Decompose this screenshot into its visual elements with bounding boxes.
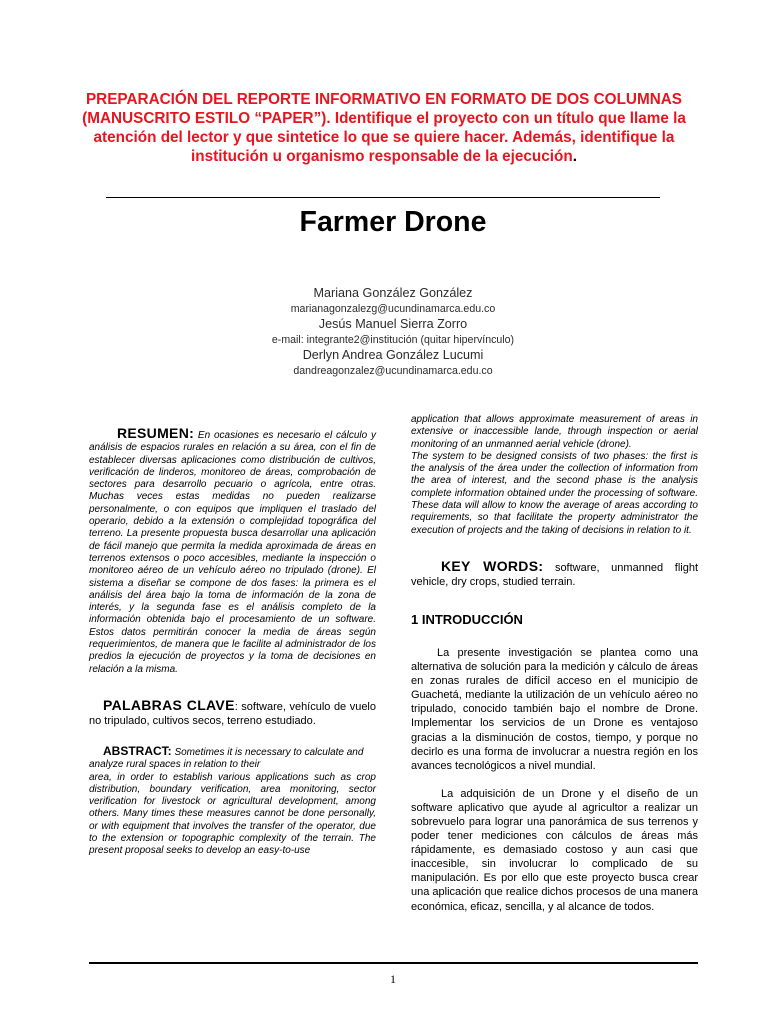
paper-title: Farmer Drone [299, 206, 487, 238]
key-words-text: software, unmanned flight vehicle, dry crops, studied terrain. [411, 561, 699, 589]
introduccion-heading: 1 INTRODUCCIÓN [411, 611, 523, 627]
template-instructions-heading [70, 90, 698, 166]
key-words-heading: KEY WORDS: [441, 557, 544, 574]
abstract-text: area, in order to establish various applications such as crop distribution, boundary verification, area monitoring, sector verification for livestock or agricultural development, among others. Many times these measures cannot be done personally, or with equipment that involves the transfer of the operator, due to the extension or topographic complexity of the terrain. The present proposal seeks to develop an easy-to-use [89, 771, 376, 857]
palabras-clave-section [89, 698, 376, 729]
right-column [411, 414, 698, 914]
instructions-end-mark: . [572, 148, 577, 165]
introduccion-paragraph: La presente investigación se plantea como una alternativa de solución para la medición y cálculo de áreas en zonas rurales de difícil acceso en el municipio de Guachetá, mediante la utilización de un vehículo aéreo no tripulado, conocido también bajo el nombre de Drone. Implementar los servicios de un Drone es ventajoso gracias a la disminución de costos, tiempo, y porque no decirlo es una forma de involucrar a nuestra región en los avances tecnológicos a nivel mundial. [411, 646, 698, 772]
resumen-text: En ocasiones es necesario el cálculo y análisis de espacios rurales en relación a su área, con el fin de establecer diversas aplicaciones como distribución de cultivos, verificación de linderos, monitoreo de áreas, comprobación de sectores para desarrollo pecuario o agrícola, entre otras. Muchas veces estas medidas no pueden realizarse personalmente, o con equipos que impliquen el traslado del operario, debido a la extensión o complejidad topográfica del terreno. La presente propuesta busca desarrollar una aplicación de fácil manejo que permita la medida aproximada de áreas en terrenos extensos o poco accesibles, mediante la inspección o monitoreo aéreo de un vehículo aéreo no tripulado (drone). El sistema a diseñar se compone de dos fases: la primera es el análisis del área bajo la toma de información de la zona de interés, y la segunda fase es el análisis completo de la información obtenida bajo el procesamiento de un software. Estos datos permitirán conocer la media de áreas según requerimientos, de manera que le facilite al administrador de los predios la ejecución de proyectos y la toma de decisiones en relación a la misma. [89, 430, 377, 675]
header-rule [106, 197, 660, 198]
resumen-heading: RESUMEN: [117, 425, 195, 441]
page-number: 1 [390, 972, 396, 986]
author-email: dandreagonzalez@ucundinamarca.edu.co [293, 364, 493, 377]
author-name: Derlyn Andrea González Lucumi [302, 348, 484, 362]
footer-rule [89, 962, 698, 964]
palabras-clave-text: : software, vehículo de vuelo no tripulado, cultivos secos, terreno estudiado. [89, 700, 376, 728]
abstract-continued: application that allows approximate measurement of areas in extensive or inaccessible lande, through inspection or aerial monitoring of an unmanned aerial vehicle (drone). [411, 414, 698, 450]
key-words-section [411, 559, 698, 590]
author-name: Jesús Manuel Sierra Zorro [318, 317, 468, 331]
abstract-first-line: Sometimes it is necessary to calculate and analyze rural spaces in relation to their [89, 746, 364, 771]
instructions-text: PREPARACIÓN DEL REPORTE INFORMATIVO EN FORMATO DE DOS COLUMNAS (MANUSCRITO ESTILO “PAPER”). Identifique el proyecto con un título que llame la atención del lector y que sintetice lo que se quiere hacer. Además, identifique la institución u organismo responsable de la ejecución [82, 91, 686, 165]
abstract-intro [89, 745, 376, 772]
palabras-clave-heading: PALABRAS CLAVE [103, 696, 235, 713]
abstract-heading: ABSTRACT: [103, 743, 172, 758]
author-name: Mariana González González [313, 286, 473, 300]
author-email: marianagonzalezg@ucundinamarca.edu.co [290, 302, 496, 315]
introduccion-paragraph: La adquisición de un Drone y el diseño de un software aplicativo que ayude al agricultor a realizar un sobrevuelo para lograr una panorámica de sus terrenos y poder tener mediciones con cálculos de áreas más rápidamente, es demasiado costoso y aun casi que inaccesible, sin involucrar lo complicado de su manipulación. Es por ello que este proyecto busca crear una aplicación que realice dichos procesos de una manera económica, eficaz, sencilla, y al alcance de todos. [411, 787, 698, 913]
left-column [89, 427, 376, 858]
author-email: e-mail: integrante2@institución (quitar hipervínculo) [271, 333, 515, 346]
resumen-section [89, 427, 376, 676]
author-block [0, 285, 768, 378]
abstract-second-paragraph: The system to be designed consists of two phases: the first is the analysis of the área under the collection of information from the area of interest, and the second phase is the analysis complete information obtained under the processing of software. These data will allow to know the average of areas according to requirements, so that facilitate the property administrator the execution of projects and the taking of decisions in relation to it. [411, 450, 698, 536]
